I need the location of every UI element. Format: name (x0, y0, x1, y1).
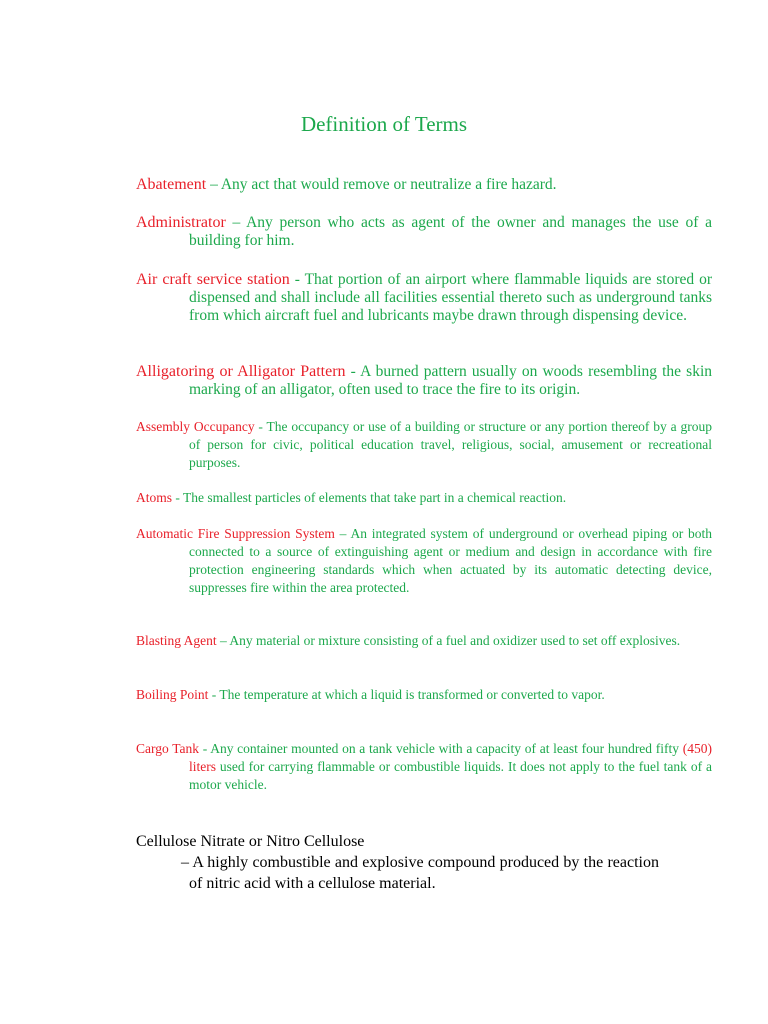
entry-cellulose-nitrate (136, 831, 659, 894)
entry-automatic-fire-suppression-system: Automatic Fire Suppression System – An integrated system of underground or overhead piping or both connected to a source of extinguishing agent or medium and design in accordance with fire protection engineering standards which when actuated by its automatic detecting device, suppresses fire within the area protected. (136, 526, 712, 595)
definition-boiling-point: The temperature at which a liquid is transformed or converted to vapor. (219, 687, 605, 702)
term-administrator: Administrator (136, 214, 226, 231)
term-automatic-fire-suppression-system: Automatic Fire Suppression System (136, 526, 335, 541)
definition-air-craft-service-station: That portion of an airport where flammable liquids are stored or dispensed and shall include all facilities essential thereto such as underground tanks from which aircraft fuel and lubricants maybe drawn through dispensing device. (189, 271, 713, 324)
entry-abatement: Abatement – Any act that would remove or neutralize a fire hazard. (136, 176, 557, 193)
definition-assembly-occupancy: The occupancy or use of a building or structure or any portion thereof by a group of person for civic, political education travel, religious, social, amusement or recreational purposes. (189, 419, 712, 470)
term-cargo-tank: Cargo Tank (136, 741, 200, 756)
entry-administrator: Administrator – Any person who acts as agent of the owner and manages the use of a building for him. (136, 214, 712, 249)
definition-cargo-tank-a: Any container mounted on a tank vehicle with a capacity of at least four hundred fifty (210, 741, 683, 756)
definition-alligatoring: A burned pattern usually on woods resembling the skin marking of an alligator, often used to trace the fire to its origin. (189, 363, 712, 398)
term-assembly-occupancy: Assembly Occupancy (136, 419, 255, 434)
entry-cargo-tank: Cargo Tank - Any container mounted on a tank vehicle with a capacity of at least four hundred fifty (450) liters used for carrying flammable or combustible liquids. It does not apply to the fuel tank of a motor vehicle. (136, 741, 712, 792)
definition-administrator: Any person who acts as agent of the owner and manages the use of a building for him. (189, 214, 712, 249)
page-title: Definition of Terms (300, 112, 468, 136)
definition-atoms: The smallest particles of elements that take part in a chemical reaction. (183, 490, 567, 505)
entry-assembly-occupancy: Assembly Occupancy - The occupancy or use of a building or structure or any portion thereof by a group of person for civic, political education travel, religious, social, amusement or recreational purposes. (136, 419, 712, 470)
term-boiling-point: Boiling Point (136, 687, 209, 702)
entry-air-craft-service-station: Air craft service station - That portion of an airport where flammable liquids are stored or dispensed and shall include all facilities essential thereto such as underground tanks from which aircraft fuel and lubricants maybe drawn through dispensing device. (136, 271, 713, 324)
definition-cargo-tank-b: used for carrying flammable or combustible liquids. It does not apply to the fuel tank of a motor vehicle. (189, 759, 712, 792)
definition-cellulose-nitrate: – A highly combustible and explosive compound produced by the reaction of nitric acid with a cellulose material. (181, 854, 659, 892)
term-cellulose-nitrate: Cellulose Nitrate or Nitro Cellulose (136, 833, 365, 850)
definition-abatement: Any act that would remove or neutralize a fire hazard. (220, 176, 557, 193)
entry-alligatoring: Alligatoring or Alligator Pattern - A burned pattern usually on woods resembling the skin marking of an alligator, often used to trace the fire to its origin. (136, 363, 712, 398)
entry-blasting-agent: Blasting Agent – Any material or mixture consisting of a fuel and oxidizer used to set off explosives. (136, 633, 681, 648)
term-abatement: Abatement (136, 176, 207, 193)
definition-blasting-agent: Any material or mixture consisting of a fuel and oxidizer used to set off explosives. (229, 633, 681, 648)
definition-cargo-tank-capacity: (450) liters (189, 741, 712, 774)
term-atoms: Atoms (136, 490, 173, 505)
entry-boiling-point: Boiling Point - The temperature at which a liquid is transformed or converted to vapor. (136, 687, 605, 702)
term-blasting-agent: Blasting Agent (136, 633, 217, 648)
term-air-craft-service-station: Air craft service station (136, 271, 290, 288)
definition-automatic-fire-suppression-system: An integrated system of underground or overhead piping or both connected to a source of extinguishing agent or medium and design in accordance with fire protection engineering standards which when actuated by its automatic detecting device, suppresses fire within the area protected. (189, 526, 712, 595)
term-alligatoring: Alligatoring or Alligator Pattern (136, 363, 346, 380)
entry-atoms: Atoms - The smallest particles of elements that take part in a chemical reaction. (136, 490, 567, 505)
